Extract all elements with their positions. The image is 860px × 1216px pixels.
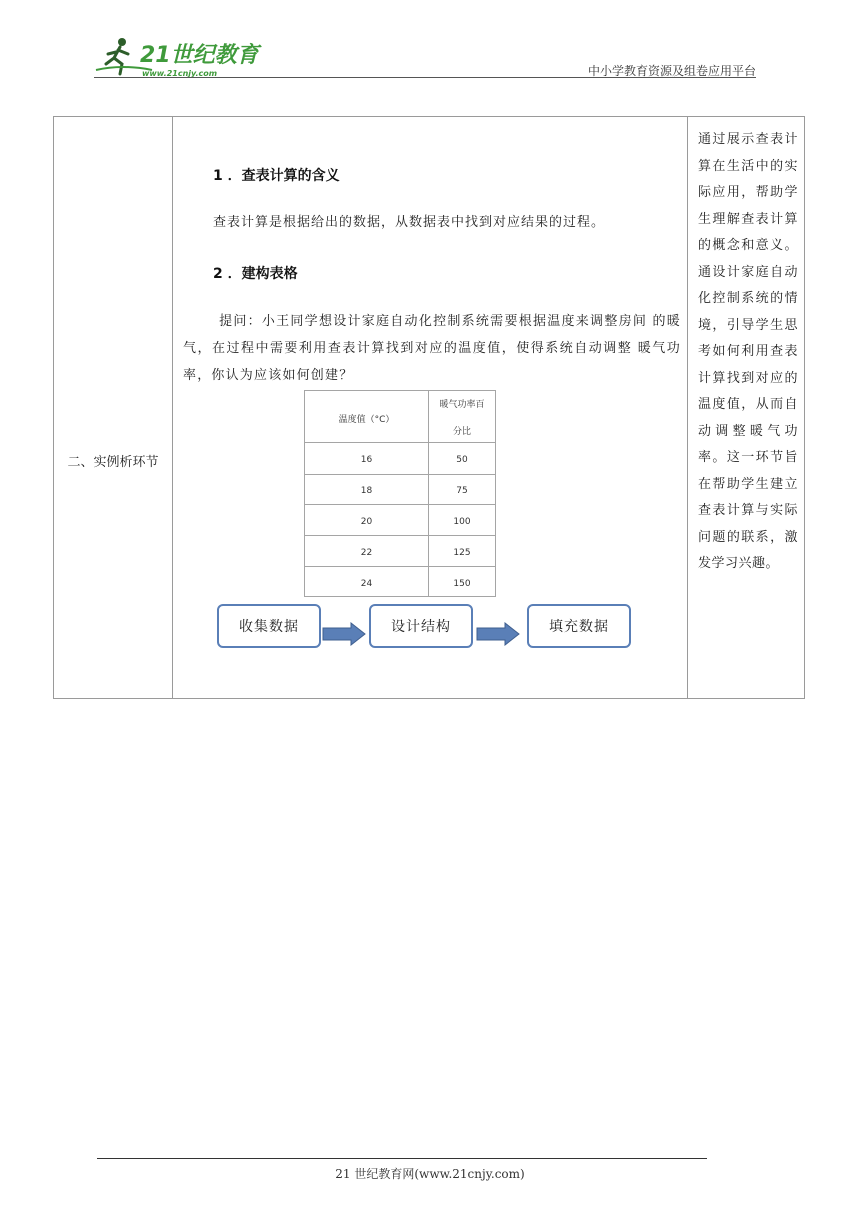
flow-step-design: 设计结构 xyxy=(369,604,473,648)
header-divider xyxy=(94,77,756,78)
logo-url: www.21cnjy.com xyxy=(142,69,218,78)
table-cell-power: 100 xyxy=(453,517,471,527)
platform-name: 中小学教育资源及组卷应用平台 xyxy=(587,64,756,78)
table-cell-power: 50 xyxy=(456,455,468,465)
footer-divider xyxy=(97,1158,707,1159)
table-row-divider xyxy=(305,566,495,567)
table-row-divider xyxy=(305,474,495,475)
flow-step-fill: 填充数据 xyxy=(527,604,631,648)
header-temperature: 温度值（°C） xyxy=(338,415,395,425)
heading-meaning: 1 ．查表计算的含义 xyxy=(213,168,340,184)
table-cell-temp: 24 xyxy=(360,579,373,589)
section-content xyxy=(173,117,687,698)
table-cell-temp: 22 xyxy=(360,548,373,558)
footer-text: 21 世纪教育网(www.21cnjy.com) xyxy=(335,1167,525,1181)
flow-step-collect: 收集数据 xyxy=(217,604,321,648)
question-body: 提问：小王同学想设计家庭自动化控制系统需要根据温度来调整房间 的暖气，在过程中需要利用查表计算找到对应的温度值，使得系统自动调整 暖气功率，你认为应该如何创建？ xyxy=(183,314,681,383)
table-cell-temp: 18 xyxy=(360,486,373,496)
table-row-divider xyxy=(305,442,495,443)
section-label: 二、实例析环节 xyxy=(67,455,159,470)
question-text xyxy=(183,308,681,389)
temperature-power-table xyxy=(304,390,496,597)
lesson-table xyxy=(53,116,805,699)
site-logo xyxy=(92,34,262,82)
table-row-divider xyxy=(305,535,495,536)
table-row-divider xyxy=(305,504,495,505)
table-cell-temp: 20 xyxy=(360,517,373,527)
heading-build-table: 2 ．建构表格 xyxy=(213,266,298,282)
design-intent-note: 通过展示查表计算在生活中的实际应用，帮助学生理解查表计算的概念和意义。通设计家庭自动化控制系统的情境，引导学生思考如何利用查表计算找到对应的温度值，从而自动调整暖气功率。这一环节旨在帮助学生建立查表计算与实际问题的联系，激发学习兴趣。 xyxy=(698,132,798,571)
table-cell-temp: 16 xyxy=(360,455,373,465)
flow-arrow-icon xyxy=(321,622,367,646)
table-cell-power: 150 xyxy=(453,579,471,589)
header-power-line1: 暖气功率百 xyxy=(439,400,485,410)
flow-arrow-icon xyxy=(475,622,521,646)
header-power-line2: 分比 xyxy=(452,427,471,437)
table-cell-power: 125 xyxy=(453,548,471,558)
table-cell-power: 75 xyxy=(456,486,468,496)
logo-text: 21世纪教育 xyxy=(140,43,259,68)
paragraph-definition: 查表计算是根据给出的数据，从数据表中找到对应结果的过程。 xyxy=(213,215,606,230)
